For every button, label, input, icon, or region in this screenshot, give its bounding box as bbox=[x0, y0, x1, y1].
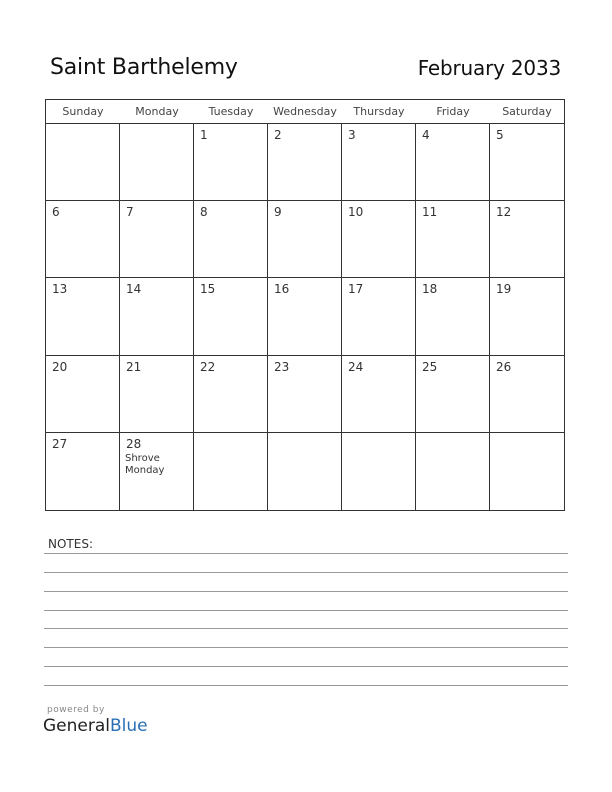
weekday-header-monday: Monday bbox=[120, 100, 194, 124]
day-number: 18 bbox=[422, 282, 438, 297]
day-cell-20 bbox=[46, 356, 120, 433]
day-number: 15 bbox=[200, 282, 216, 297]
day-cell-18 bbox=[416, 278, 490, 355]
month-year-title: February 2033 bbox=[417, 56, 561, 80]
day-number: 4 bbox=[422, 128, 430, 142]
weekday-header-thursday: Thursday bbox=[342, 100, 416, 124]
weekday-header-tuesday: Tuesday bbox=[194, 100, 268, 124]
day-cell-1 bbox=[194, 124, 268, 201]
day-number: 9 bbox=[274, 205, 282, 220]
day-number: 11 bbox=[422, 205, 438, 220]
weekday-header-friday: Friday bbox=[416, 100, 490, 124]
day-cell-22 bbox=[194, 356, 268, 433]
day-number: 8 bbox=[200, 205, 208, 220]
weekday-header-saturday: Saturday bbox=[490, 100, 564, 124]
day-cell-11 bbox=[416, 201, 490, 278]
notes-line bbox=[44, 685, 568, 686]
holiday-label: Shrove Monday bbox=[125, 452, 165, 476]
day-number: 7 bbox=[126, 205, 134, 220]
day-cell-19 bbox=[490, 278, 564, 355]
day-number: 22 bbox=[200, 359, 216, 374]
day-cell-7 bbox=[120, 201, 194, 278]
empty-day-cell bbox=[120, 124, 194, 201]
day-cell-23 bbox=[268, 356, 342, 433]
day-number: 26 bbox=[496, 359, 512, 374]
day-cell-5 bbox=[490, 124, 564, 201]
day-cell-6 bbox=[46, 201, 120, 278]
weekday-header-sunday: Sunday bbox=[46, 100, 120, 124]
empty-day-cell bbox=[194, 433, 268, 510]
notes-label: NOTES: bbox=[48, 537, 93, 551]
day-number: 24 bbox=[348, 359, 364, 374]
empty-day-cell bbox=[490, 433, 564, 510]
day-cell-12 bbox=[490, 201, 564, 278]
day-number: 27 bbox=[52, 436, 68, 451]
day-cell-21 bbox=[120, 356, 194, 433]
generalblue-logo bbox=[43, 716, 148, 736]
empty-day-cell bbox=[268, 433, 342, 510]
powered-by-text: powered by bbox=[47, 705, 105, 715]
day-number: 23 bbox=[274, 359, 290, 374]
day-cell-3 bbox=[342, 124, 416, 201]
calendar-grid bbox=[45, 99, 565, 511]
notes-line bbox=[44, 572, 568, 573]
day-number: 5 bbox=[496, 128, 504, 142]
notes-line bbox=[44, 647, 568, 648]
day-number: 19 bbox=[496, 282, 512, 297]
notes-line bbox=[44, 610, 568, 611]
notes-line bbox=[44, 553, 568, 554]
day-cell-13 bbox=[46, 278, 120, 355]
day-cell-16 bbox=[268, 278, 342, 355]
empty-day-cell bbox=[46, 124, 120, 201]
empty-day-cell bbox=[342, 433, 416, 510]
day-cell-8 bbox=[194, 201, 268, 278]
day-number: 12 bbox=[496, 205, 512, 220]
day-number: 6 bbox=[52, 205, 60, 220]
day-number: 16 bbox=[274, 282, 290, 297]
day-number: 3 bbox=[348, 128, 356, 142]
day-cell-17 bbox=[342, 278, 416, 355]
day-cell-24 bbox=[342, 356, 416, 433]
notes-line bbox=[44, 628, 568, 629]
day-cell-10 bbox=[342, 201, 416, 278]
day-cell-2 bbox=[268, 124, 342, 201]
day-cell-26 bbox=[490, 356, 564, 433]
day-number: 2 bbox=[274, 128, 282, 142]
notes-line bbox=[44, 591, 568, 592]
day-number: 28 bbox=[126, 436, 142, 451]
day-cell-14 bbox=[120, 278, 194, 355]
day-number: 25 bbox=[422, 359, 438, 374]
brand-blue: Blue bbox=[110, 716, 148, 736]
notes-line bbox=[44, 666, 568, 667]
day-number: 21 bbox=[126, 359, 142, 374]
country-title: Saint Barthelemy bbox=[50, 55, 238, 80]
day-cell-27 bbox=[46, 433, 120, 510]
day-number: 20 bbox=[52, 359, 68, 374]
day-number: 17 bbox=[348, 282, 364, 297]
day-cell-28 bbox=[120, 433, 194, 510]
day-number: 1 bbox=[200, 128, 208, 142]
day-number: 10 bbox=[348, 205, 364, 220]
day-number: 14 bbox=[126, 282, 142, 297]
empty-day-cell bbox=[416, 433, 490, 510]
brand-general: General bbox=[43, 716, 110, 736]
day-number: 13 bbox=[52, 282, 68, 297]
day-cell-9 bbox=[268, 201, 342, 278]
weekday-header-wednesday: Wednesday bbox=[268, 100, 342, 124]
day-cell-4 bbox=[416, 124, 490, 201]
day-cell-25 bbox=[416, 356, 490, 433]
day-cell-15 bbox=[194, 278, 268, 355]
